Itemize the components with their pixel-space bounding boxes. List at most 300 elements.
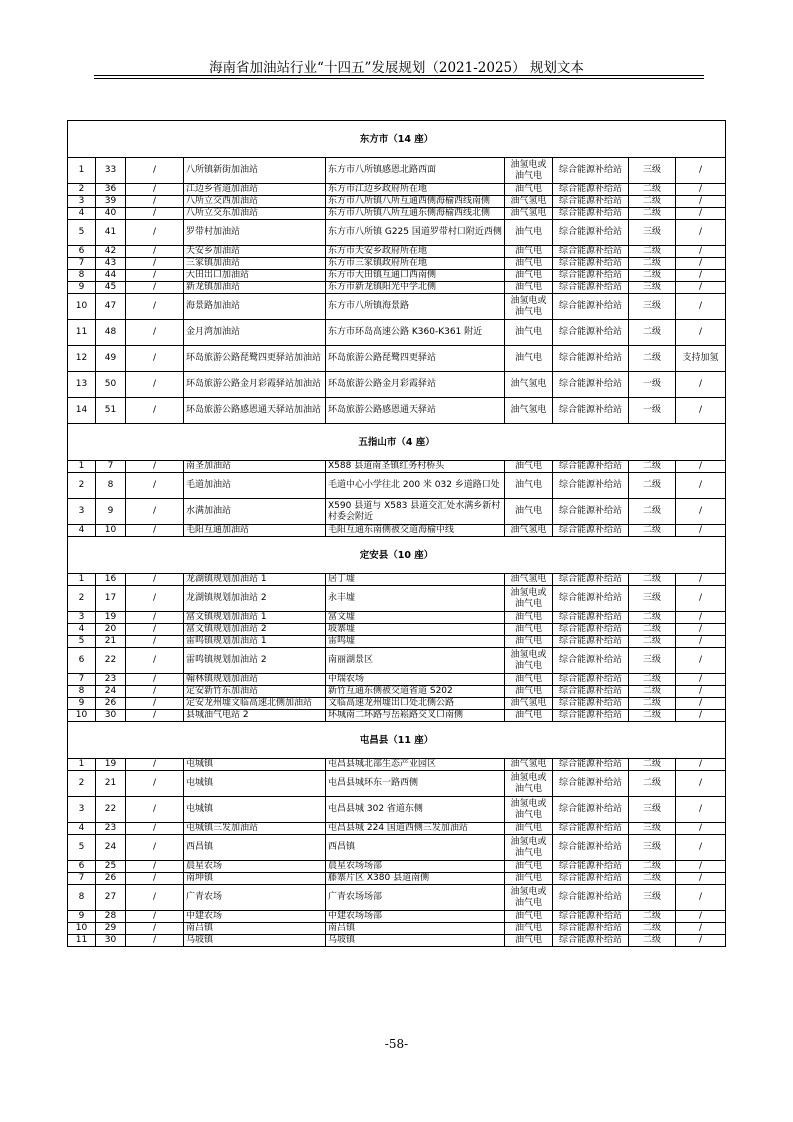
- table-cell: 16: [96, 574, 126, 586]
- table-cell: 二级: [629, 196, 676, 208]
- table-cell: 43: [96, 258, 126, 270]
- table-cell: 17: [96, 586, 126, 612]
- table-row: [68, 461, 726, 473]
- table-cell: 二级: [629, 525, 676, 537]
- table-cell: 油氢电或油气电: [505, 797, 553, 823]
- table-cell: 综合能源补给站: [553, 294, 629, 320]
- table-cell: 9: [68, 698, 96, 710]
- table-cell: 屯昌县城环东一路西侧: [326, 771, 505, 797]
- table-row: [68, 158, 726, 184]
- table-cell: 48: [96, 320, 126, 346]
- table-cell: 二级: [629, 686, 676, 698]
- table-cell: /: [126, 923, 184, 935]
- table-cell: /: [126, 499, 184, 525]
- table-cell: 西昌镇: [326, 835, 505, 861]
- table-cell: 3: [68, 499, 96, 525]
- table-cell: 5: [68, 636, 96, 648]
- table-cell: 油气电: [505, 258, 553, 270]
- table-cell: /: [126, 574, 184, 586]
- table-cell: /: [126, 885, 184, 911]
- table-cell: /: [676, 612, 726, 624]
- table-cell: 八所立交西加油站: [184, 196, 326, 208]
- table-cell: /: [126, 398, 184, 424]
- table-row: [68, 220, 726, 246]
- table-cell: 综合能源补给站: [553, 710, 629, 722]
- table-cell: /: [676, 246, 726, 258]
- table-cell: 21: [96, 771, 126, 797]
- table-cell: /: [126, 674, 184, 686]
- table-cell: 9: [68, 911, 96, 923]
- table-row: [68, 574, 726, 586]
- table-cell: 10: [68, 923, 96, 935]
- table-cell: 永丰墟: [326, 586, 505, 612]
- table-cell: 二级: [629, 184, 676, 196]
- table-cell: 1: [68, 574, 96, 586]
- table-cell: 毛道加油站: [184, 473, 326, 499]
- table-cell: 10: [96, 525, 126, 537]
- table-cell: 36: [96, 184, 126, 196]
- page-number: -58-: [384, 1037, 409, 1051]
- table-cell: 11: [68, 935, 96, 947]
- table-cell: 龙湖镇规划加油站 2: [184, 586, 326, 612]
- table-cell: 27: [96, 885, 126, 911]
- table-cell: 东方市江边乡政府所在地: [326, 184, 505, 196]
- table-row: [68, 885, 726, 911]
- table-cell: 屯城镇: [184, 797, 326, 823]
- table-cell: 9: [68, 282, 96, 294]
- table-cell: 二级: [629, 624, 676, 636]
- table-cell: 综合能源补给站: [553, 674, 629, 686]
- table-row: [68, 184, 726, 196]
- table-cell: /: [126, 612, 184, 624]
- table-cell: 综合能源补给站: [553, 346, 629, 372]
- table-cell: /: [676, 674, 726, 686]
- table-cell: 东方市环岛高速公路 K360-K361 附近: [326, 320, 505, 346]
- table-cell: 二级: [629, 911, 676, 923]
- table-cell: /: [126, 184, 184, 196]
- table-cell: 7: [68, 258, 96, 270]
- table-cell: 28: [96, 911, 126, 923]
- table-cell: 油气氢电: [505, 698, 553, 710]
- table-cell: /: [126, 320, 184, 346]
- table-cell: /: [676, 586, 726, 612]
- table-cell: 环岛旅游公路感恩通天驿站: [326, 398, 505, 424]
- table-row: [68, 282, 726, 294]
- table-cell: /: [126, 823, 184, 835]
- table-cell: 二级: [629, 923, 676, 935]
- table-cell: 综合能源补给站: [553, 648, 629, 674]
- table-cell: 雷鸣墟: [326, 636, 505, 648]
- table-cell: /: [676, 320, 726, 346]
- table-cell: 20: [96, 624, 126, 636]
- table-cell: /: [676, 158, 726, 184]
- table-cell: 综合能源补给站: [553, 823, 629, 835]
- table-cell: 26: [96, 873, 126, 885]
- table-cell: /: [676, 835, 726, 861]
- table-cell: /: [126, 759, 184, 771]
- table-cell: 综合能源补给站: [553, 686, 629, 698]
- table-cell: /: [676, 885, 726, 911]
- table-row: [68, 710, 726, 722]
- table-cell: 12: [68, 346, 96, 372]
- table-cell: 综合能源补给站: [553, 771, 629, 797]
- table-row: [68, 196, 726, 208]
- table-cell: 翰林镇规划加油站: [184, 674, 326, 686]
- table-cell: /: [126, 294, 184, 320]
- table-cell: 油气电: [505, 246, 553, 258]
- table-cell: /: [126, 220, 184, 246]
- table-cell: 6: [68, 246, 96, 258]
- table-row: [68, 797, 726, 823]
- table-cell: 油气氢电: [505, 196, 553, 208]
- table-cell: 油氢电或油气电: [505, 158, 553, 184]
- table-cell: 油气电: [505, 935, 553, 947]
- table-cell: 33: [96, 158, 126, 184]
- table-cell: 二级: [629, 861, 676, 873]
- table-cell: 东方市八所镇 G225 国道罗带村口附近西侧: [326, 220, 505, 246]
- table-cell: 综合能源补给站: [553, 220, 629, 246]
- table-cell: 综合能源补给站: [553, 636, 629, 648]
- table-cell: 三级: [629, 282, 676, 294]
- table-cell: /: [126, 525, 184, 537]
- table-cell: 广青农场场部: [326, 885, 505, 911]
- table-cell: 一级: [629, 398, 676, 424]
- section-title: 定安县（10 座）: [68, 537, 726, 574]
- table-row: [68, 586, 726, 612]
- station-table: [67, 120, 726, 947]
- table-cell: /: [676, 710, 726, 722]
- table-cell: 中建农场场部: [326, 911, 505, 923]
- table-cell: /: [676, 499, 726, 525]
- table-cell: 二级: [629, 636, 676, 648]
- table-cell: 42: [96, 246, 126, 258]
- table-cell: 综合能源补给站: [553, 797, 629, 823]
- table-cell: 屯昌县城 224 国道西侧三发加油站: [326, 823, 505, 835]
- table-row: [68, 823, 726, 835]
- table-cell: /: [126, 935, 184, 947]
- table-cell: 8: [96, 473, 126, 499]
- table-row: [68, 648, 726, 674]
- page-header-title: 海南省加油站行业“十四五”发展规划（2021-2025） 规划文本: [209, 60, 584, 76]
- table-cell: 26: [96, 698, 126, 710]
- table-cell: 油气电: [505, 461, 553, 473]
- table-cell: 油气电: [505, 499, 553, 525]
- table-cell: 油氢电或油气电: [505, 885, 553, 911]
- table-cell: 环岛旅游公路琵鹭四更驿站加油站: [184, 346, 326, 372]
- table-cell: /: [676, 911, 726, 923]
- table-cell: 环岛旅游公路金月彩霞驿站: [326, 372, 505, 398]
- table-cell: 3: [68, 612, 96, 624]
- table-cell: /: [676, 935, 726, 947]
- table-cell: 3: [68, 196, 96, 208]
- table-cell: /: [126, 158, 184, 184]
- table-cell: 4: [68, 624, 96, 636]
- table-cell: 三级: [629, 835, 676, 861]
- section-header-row: [68, 722, 726, 759]
- table-cell: /: [126, 372, 184, 398]
- table-cell: 3: [68, 797, 96, 823]
- table-row: [68, 372, 726, 398]
- table-cell: 东方市八所镇感恩北路西面: [326, 158, 505, 184]
- table-cell: 富文墟: [326, 612, 505, 624]
- table-cell: /: [676, 473, 726, 499]
- table-cell: 东方市八所镇海景路: [326, 294, 505, 320]
- table-cell: /: [126, 270, 184, 282]
- table-body: [68, 121, 726, 947]
- table-cell: 海景路加油站: [184, 294, 326, 320]
- table-cell: 综合能源补给站: [553, 246, 629, 258]
- table-cell: 5: [68, 220, 96, 246]
- table-cell: 毛道中心小学往北 200 米 032 乡道路口处: [326, 473, 505, 499]
- table-cell: 东方市天安乡政府所在地: [326, 246, 505, 258]
- table-row: [68, 525, 726, 537]
- table-cell: 4: [68, 823, 96, 835]
- table-cell: 19: [96, 612, 126, 624]
- table-cell: 屯昌县城 302 省道东侧: [326, 797, 505, 823]
- table-cell: 毛阳互通加油站: [184, 525, 326, 537]
- table-cell: 环岛旅游公路金月彩霞驿站加油站: [184, 372, 326, 398]
- table-cell: 中瑞农场: [326, 674, 505, 686]
- table-cell: 综合能源补给站: [553, 320, 629, 346]
- table-cell: 江边乡省道加油站: [184, 184, 326, 196]
- table-cell: 中建农场: [184, 911, 326, 923]
- table-row: [68, 686, 726, 698]
- table-cell: 三级: [629, 294, 676, 320]
- table-cell: 1: [68, 158, 96, 184]
- table-cell: /: [676, 372, 726, 398]
- table-cell: 二级: [629, 873, 676, 885]
- table-cell: 二级: [629, 320, 676, 346]
- table-cell: /: [126, 710, 184, 722]
- table-cell: X588 县道南圣镇红务村桥头: [326, 461, 505, 473]
- table-cell: 新龙镇加油站: [184, 282, 326, 294]
- table-cell: 综合能源补给站: [553, 184, 629, 196]
- table-cell: 龙湖镇规划加油站 1: [184, 574, 326, 586]
- table-cell: 油气电: [505, 473, 553, 499]
- table-cell: /: [126, 196, 184, 208]
- table-row: [68, 346, 726, 372]
- table-cell: 10: [68, 710, 96, 722]
- table-cell: 油气电: [505, 674, 553, 686]
- table-cell: 油气氢电: [505, 759, 553, 771]
- table-cell: 7: [68, 674, 96, 686]
- table-cell: 东方市三家镇政府所在地: [326, 258, 505, 270]
- table-cell: 屯城镇: [184, 771, 326, 797]
- table-row: [68, 473, 726, 499]
- table-cell: /: [676, 624, 726, 636]
- table-cell: X590 县道与 X583 县道交汇处水满乡新村村委会附近: [326, 499, 505, 525]
- table-cell: 油气电: [505, 873, 553, 885]
- table-cell: 综合能源补给站: [553, 923, 629, 935]
- table-cell: 油气电: [505, 220, 553, 246]
- table-cell: 2: [68, 184, 96, 196]
- table-cell: 油气电: [505, 184, 553, 196]
- table-cell: 综合能源补给站: [553, 624, 629, 636]
- table-row: [68, 911, 726, 923]
- table-cell: 综合能源补给站: [553, 398, 629, 424]
- table-cell: /: [676, 771, 726, 797]
- table-cell: 三级: [629, 648, 676, 674]
- table-cell: 30: [96, 710, 126, 722]
- table-cell: 富文镇规划加油站 1: [184, 612, 326, 624]
- table-cell: 油气电: [505, 823, 553, 835]
- table-cell: /: [126, 686, 184, 698]
- table-cell: 7: [96, 461, 126, 473]
- table-cell: 综合能源补给站: [553, 935, 629, 947]
- table-cell: 综合能源补给站: [553, 499, 629, 525]
- table-cell: 屯城镇: [184, 759, 326, 771]
- table-cell: 综合能源补给站: [553, 525, 629, 537]
- table-row: [68, 208, 726, 220]
- table-row: [68, 624, 726, 636]
- table-cell: 三级: [629, 885, 676, 911]
- table-cell: 藤寨片区 X380 县道南侧: [326, 873, 505, 885]
- table-cell: /: [126, 911, 184, 923]
- table-cell: /: [676, 873, 726, 885]
- section-header-row: [68, 537, 726, 574]
- table-cell: 雷鸣镇规划加油站 1: [184, 636, 326, 648]
- table-cell: 二级: [629, 574, 676, 586]
- table-cell: 13: [68, 372, 96, 398]
- table-cell: 14: [68, 398, 96, 424]
- table-cell: 油气电: [505, 636, 553, 648]
- table-cell: 油气电: [505, 686, 553, 698]
- table-cell: /: [676, 461, 726, 473]
- table-row: [68, 320, 726, 346]
- table-cell: 南丽湖景区: [326, 648, 505, 674]
- table-cell: /: [126, 861, 184, 873]
- table-cell: 八所立交东加油站: [184, 208, 326, 220]
- table-cell: 21: [96, 636, 126, 648]
- table-cell: 综合能源补给站: [553, 911, 629, 923]
- table-cell: 25: [96, 861, 126, 873]
- table-cell: 综合能源补给站: [553, 196, 629, 208]
- table-cell: /: [676, 861, 726, 873]
- table-cell: /: [676, 823, 726, 835]
- table-row: [68, 258, 726, 270]
- table-cell: 油氢电或油气电: [505, 294, 553, 320]
- table-cell: 二级: [629, 771, 676, 797]
- table-cell: 30: [96, 935, 126, 947]
- table-cell: /: [676, 648, 726, 674]
- table-cell: /: [126, 835, 184, 861]
- table-cell: 油气氢电: [505, 574, 553, 586]
- table-cell: 二级: [629, 461, 676, 473]
- table-row: [68, 674, 726, 686]
- table-cell: /: [126, 346, 184, 372]
- table-cell: /: [676, 294, 726, 320]
- table-row: [68, 923, 726, 935]
- table-cell: 定安新竹东加油站: [184, 686, 326, 698]
- table-cell: 综合能源补给站: [553, 574, 629, 586]
- table-cell: 8: [68, 686, 96, 698]
- table-cell: 油氢电或油气电: [505, 586, 553, 612]
- table-cell: 40: [96, 208, 126, 220]
- table-cell: 居丁墟: [326, 574, 505, 586]
- table-cell: 综合能源补给站: [553, 282, 629, 294]
- table-cell: /: [676, 698, 726, 710]
- table-cell: /: [126, 636, 184, 648]
- table-cell: 南吕镇: [326, 923, 505, 935]
- table-cell: 22: [96, 648, 126, 674]
- table-cell: /: [676, 270, 726, 282]
- table-cell: 综合能源补给站: [553, 461, 629, 473]
- table-cell: 9: [96, 499, 126, 525]
- table-cell: 屯城镇三发加油站: [184, 823, 326, 835]
- table-cell: /: [126, 208, 184, 220]
- table-cell: 二级: [629, 710, 676, 722]
- table-cell: /: [676, 574, 726, 586]
- table-cell: 西昌镇: [184, 835, 326, 861]
- table-cell: 2: [68, 771, 96, 797]
- table-cell: /: [126, 282, 184, 294]
- table-cell: 二级: [629, 270, 676, 282]
- table-cell: 8: [68, 270, 96, 282]
- table-row: [68, 759, 726, 771]
- table-cell: 油气电: [505, 270, 553, 282]
- table-cell: 广青农场: [184, 885, 326, 911]
- table-row: [68, 499, 726, 525]
- table-cell: 综合能源补给站: [553, 158, 629, 184]
- section-title: 五指山市（4 座）: [68, 424, 726, 461]
- table-cell: 23: [96, 823, 126, 835]
- table-cell: /: [676, 258, 726, 270]
- table-cell: 5: [68, 835, 96, 861]
- table-cell: 二级: [629, 473, 676, 499]
- table-cell: 1: [68, 759, 96, 771]
- table-cell: 油氢电或油气电: [505, 835, 553, 861]
- table-cell: 油气氢电: [505, 525, 553, 537]
- table-cell: 油气电: [505, 346, 553, 372]
- table-cell: /: [676, 759, 726, 771]
- table-cell: /: [676, 184, 726, 196]
- table-cell: 一级: [629, 372, 676, 398]
- section-header-row: [68, 121, 726, 158]
- table-cell: 综合能源补给站: [553, 885, 629, 911]
- table-cell: 二级: [629, 698, 676, 710]
- table-cell: 油气氢电: [505, 372, 553, 398]
- table-cell: 文临高速龙州墟出口处北侧公路: [326, 698, 505, 710]
- table-cell: 南圣加油站: [184, 461, 326, 473]
- table-cell: 7: [68, 873, 96, 885]
- table-row: [68, 612, 726, 624]
- table-cell: 24: [96, 835, 126, 861]
- table-cell: 45: [96, 282, 126, 294]
- table-cell: 1: [68, 461, 96, 473]
- table-cell: 富文镇规划加油站 2: [184, 624, 326, 636]
- table-cell: 大田出口加油站: [184, 270, 326, 282]
- table-cell: 39: [96, 196, 126, 208]
- table-cell: 油气电: [505, 612, 553, 624]
- table-cell: 10: [68, 294, 96, 320]
- table-cell: 29: [96, 923, 126, 935]
- table-cell: /: [676, 797, 726, 823]
- table-cell: 东方市大田镇互通口西南侧: [326, 270, 505, 282]
- table-cell: 三级: [629, 158, 676, 184]
- section-title: 屯昌县（11 座）: [68, 722, 726, 759]
- table-cell: 二级: [629, 499, 676, 525]
- table-cell: 油气电: [505, 911, 553, 923]
- table-cell: 二级: [629, 346, 676, 372]
- table-cell: 东方市八所镇八所互通西侧海榆西线南侧: [326, 196, 505, 208]
- table-cell: 综合能源补给站: [553, 698, 629, 710]
- table-cell: 综合能源补给站: [553, 208, 629, 220]
- section-header-row: [68, 424, 726, 461]
- table-cell: /: [126, 586, 184, 612]
- table-cell: 油气电: [505, 282, 553, 294]
- table-cell: 环岛旅游公路琵鹭四更驿站: [326, 346, 505, 372]
- table-row: [68, 835, 726, 861]
